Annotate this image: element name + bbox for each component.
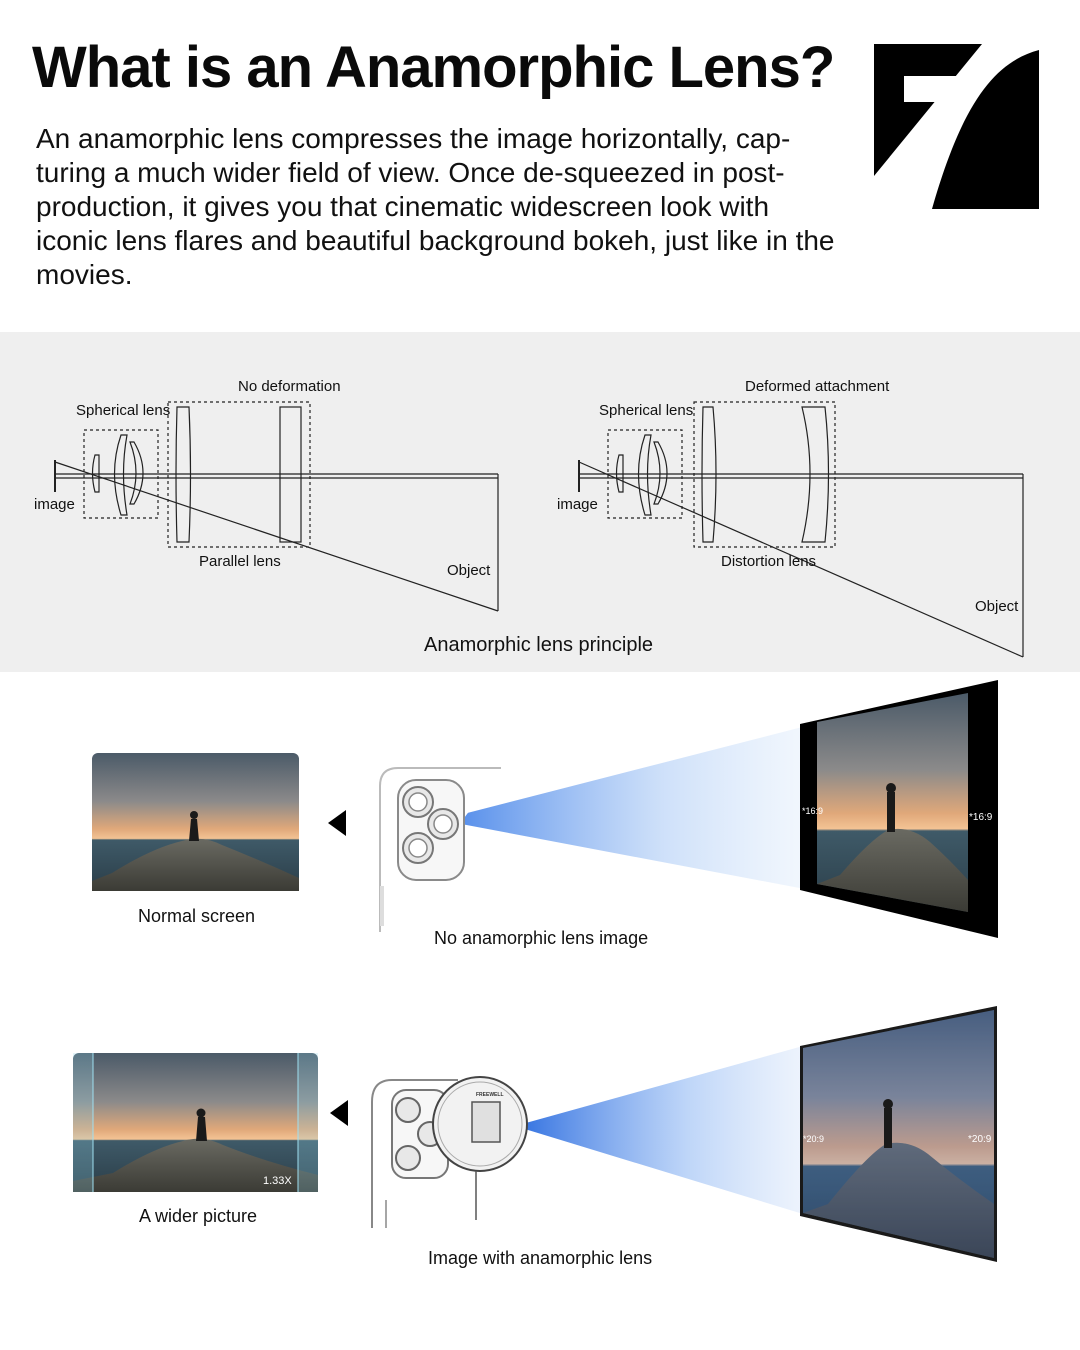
label-no-deformation: No deformation bbox=[238, 378, 341, 395]
with-lens-caption: Image with anamorphic lens bbox=[428, 1248, 653, 1268]
intro-paragraph: An anamorphic lens compresses the image horizontally, cap-turing a much wider field of view. Once de-squeezed in post-production, it gives you that cinematic widescreen look with iconic lens flares and beautiful background bokeh, just like in the movies. bbox=[36, 123, 835, 290]
spherical-lens-2 bbox=[115, 435, 128, 515]
principle-caption: Anamorphic lens principle bbox=[424, 634, 654, 656]
label-parallel-lens: Parallel lens bbox=[199, 553, 281, 570]
spherical-lens-3 bbox=[654, 442, 667, 504]
brand-z-logo-icon bbox=[874, 44, 1039, 209]
normal-screen-caption: Normal screen bbox=[138, 906, 256, 926]
label-object-right: Object bbox=[975, 598, 1019, 615]
phone-with-lens bbox=[368, 1060, 533, 1228]
light-ray bbox=[55, 462, 498, 611]
label-distortion-lens: Distortion lens bbox=[721, 553, 817, 570]
ratio-label-normal-left: *16:9 bbox=[802, 806, 824, 816]
arrow-left-icon bbox=[328, 808, 348, 838]
page-title: What is an Anamorphic Lens? bbox=[32, 35, 835, 100]
anamorphic-lens-glass bbox=[472, 1102, 500, 1142]
label-image-right: image bbox=[557, 496, 598, 513]
projection-screen-normal bbox=[800, 680, 1000, 942]
ratio-label-anamorphic-right: *20:9 bbox=[968, 1134, 992, 1145]
label-spherical-lens-left: Spherical lens bbox=[76, 402, 171, 419]
normal-screen-thumbnail bbox=[92, 753, 299, 891]
projection-screen-anamorphic bbox=[798, 1004, 1000, 1266]
label-image-left: image bbox=[34, 496, 75, 513]
wider-picture-thumbnail bbox=[73, 1053, 318, 1192]
spherical-lens-2 bbox=[639, 435, 652, 515]
phone-no-lens bbox=[376, 766, 502, 932]
ratio-label-normal-right: *16:9 bbox=[969, 812, 993, 823]
label-spherical-lens-right: Spherical lens bbox=[599, 402, 694, 419]
no-lens-caption: No anamorphic lens image bbox=[434, 928, 649, 948]
wider-picture-caption: A wider picture bbox=[139, 1206, 258, 1226]
label-object-left: Object bbox=[447, 562, 491, 579]
spherical-lens-3 bbox=[130, 442, 143, 504]
projection-beam-anamorphic bbox=[505, 1040, 805, 1250]
magnification-badge: 1.33X bbox=[263, 1175, 292, 1187]
lens-brand-label: FREEWELL bbox=[476, 1092, 504, 1098]
ratio-label-anamorphic-left: *20:9 bbox=[803, 1134, 825, 1144]
arrow-left-icon bbox=[330, 1098, 350, 1128]
label-deformed-attachment: Deformed attachment bbox=[745, 378, 890, 395]
